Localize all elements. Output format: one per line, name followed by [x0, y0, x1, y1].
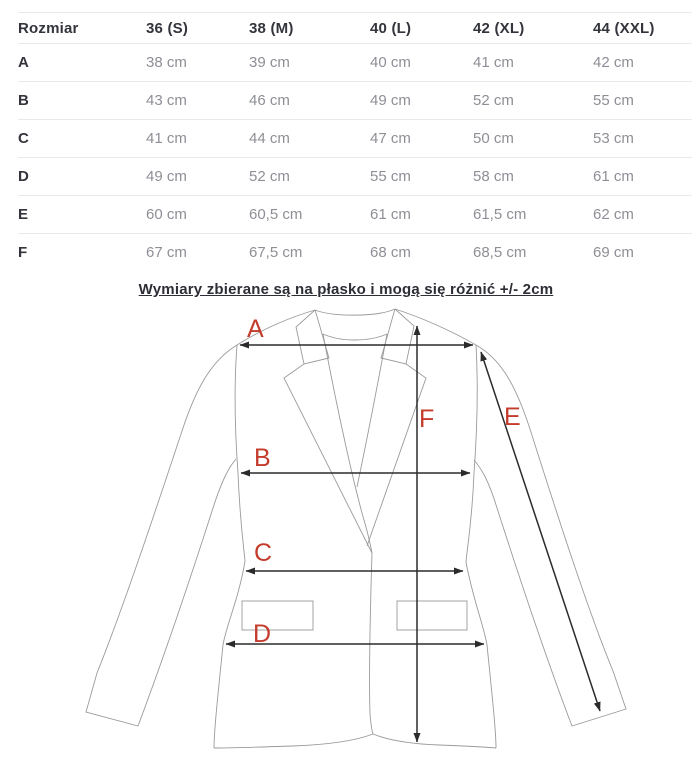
row-label: E [18, 206, 29, 223]
size-value-cell: 69 cm [593, 244, 634, 262]
size-value-cell: 67,5 cm [249, 244, 303, 262]
row-label: A [18, 54, 30, 71]
dimension-arrows [226, 326, 600, 742]
size-value-cell: 47 cm [370, 130, 411, 147]
size-value-cell: 38 cm [146, 54, 187, 71]
table-row [18, 234, 692, 272]
table-row [18, 120, 692, 158]
dimension-label-c: C [254, 539, 273, 567]
dimension-label-e: E [504, 403, 521, 431]
size-value-cell: 49 cm [370, 92, 411, 109]
row-label: F [18, 244, 28, 262]
column-header: Rozmiar [18, 19, 79, 37]
size-value-cell: 42 cm [593, 54, 634, 71]
column-header: 42 (XL) [473, 19, 525, 37]
measurement-note: Wymiary zbierane są na płasko i mogą się różnić +/- 2cm [138, 281, 554, 298]
size-value-cell: 62 cm [593, 206, 634, 223]
table-header-row [18, 13, 692, 44]
table-row [18, 196, 692, 234]
size-value-cell: 41 cm [473, 54, 514, 71]
size-table-container [0, 12, 692, 272]
size-table [18, 12, 692, 272]
size-value-cell: 61,5 cm [473, 206, 527, 223]
row-label: B [18, 92, 30, 109]
size-value-cell: 49 cm [146, 168, 187, 185]
column-header: 38 (M) [249, 19, 294, 37]
size-value-cell: 39 cm [249, 54, 290, 71]
row-label: D [18, 168, 30, 185]
size-value-cell: 46 cm [249, 92, 290, 109]
table-row [18, 44, 692, 82]
size-table-body [18, 44, 692, 272]
size-value-cell: 67 cm [146, 244, 187, 262]
size-value-cell: 52 cm [249, 168, 290, 185]
size-value-cell: 60 cm [146, 206, 187, 223]
size-value-cell: 43 cm [146, 92, 187, 109]
dimension-labels [247, 315, 521, 648]
size-value-cell: 40 cm [370, 54, 411, 71]
size-value-cell: 50 cm [473, 130, 514, 147]
dimension-label-b: B [254, 444, 271, 472]
size-value-cell: 41 cm [146, 130, 187, 147]
dimension-arrow-e [481, 352, 600, 711]
dimension-label-d: D [253, 620, 272, 648]
size-value-cell: 52 cm [473, 92, 514, 109]
column-header: 44 (XXL) [593, 19, 655, 37]
table-row [18, 82, 692, 120]
table-row [18, 158, 692, 196]
row-label: C [18, 130, 30, 147]
column-header: 40 (L) [370, 19, 412, 37]
size-value-cell: 68 cm [370, 244, 411, 262]
size-value-cell: 58 cm [473, 168, 514, 185]
size-value-cell: 44 cm [249, 130, 290, 147]
dimension-label-f: F [419, 405, 435, 433]
jacket-outline [86, 309, 626, 748]
right-pocket [397, 601, 467, 630]
column-header: 36 (S) [146, 19, 189, 37]
size-value-cell: 61 cm [593, 168, 634, 185]
jacket-diagram [0, 305, 692, 767]
size-value-cell: 60,5 cm [249, 206, 303, 223]
size-value-cell: 55 cm [370, 168, 411, 185]
dimension-label-a: A [247, 315, 264, 343]
size-value-cell: 55 cm [593, 92, 634, 109]
size-value-cell: 53 cm [593, 130, 634, 147]
size-value-cell: 68,5 cm [473, 244, 527, 262]
size-value-cell: 61 cm [370, 206, 411, 223]
